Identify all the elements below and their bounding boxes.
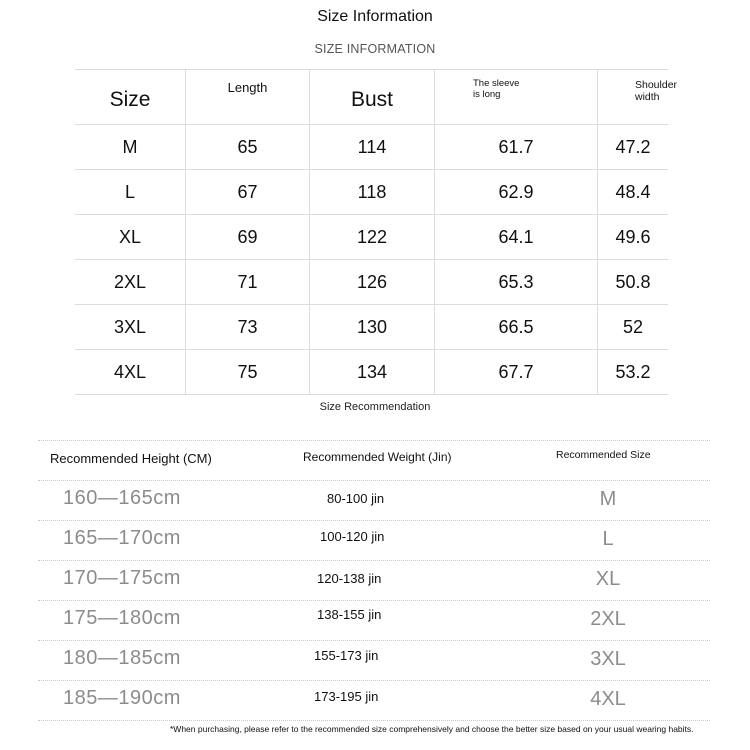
cell-size: 4XL (75, 350, 186, 395)
cell-length: 75 (186, 350, 310, 395)
size-table-header (75, 70, 668, 125)
page-title: Size Information (317, 8, 433, 25)
cell-size: L (75, 170, 186, 215)
cell-shoulder: 52 (598, 305, 669, 350)
cell-shoulder: 50.8 (598, 260, 669, 305)
cell-sleeve: 61.7 (435, 125, 598, 170)
recommendation-row (38, 640, 710, 680)
weight-range: 80-100 jin (327, 491, 385, 506)
height-range: 175—180cm (63, 607, 181, 629)
table-row (75, 305, 668, 350)
cell-sleeve: 64.1 (435, 215, 598, 260)
cell-sleeve: 67.7 (435, 350, 598, 395)
cell-length: 67 (186, 170, 310, 215)
weight-range: 100-120 jin (320, 529, 385, 544)
cell-bust: 118 (310, 170, 435, 215)
table-row (75, 350, 668, 395)
cell-length: 71 (186, 260, 310, 305)
cell-size: M (75, 125, 186, 170)
table-row (75, 215, 668, 260)
header-length: Length (186, 70, 310, 125)
recommended-size: L (602, 528, 614, 550)
recommendation-title: Size Recommendation (319, 401, 431, 413)
header-sleeve (435, 70, 598, 125)
cell-bust: 134 (310, 350, 435, 395)
cell-bust: 114 (310, 125, 435, 170)
recommendation-header (38, 440, 710, 480)
header-sleeve-line1: The sleeve (473, 78, 520, 89)
header-shoulder-line2: width (635, 91, 660, 103)
page-subtitle: SIZE INFORMATION (314, 42, 436, 56)
cell-length: 69 (186, 215, 310, 260)
height-range: 165—170cm (63, 527, 181, 549)
header-bust: Bust (310, 70, 435, 125)
cell-length: 65 (186, 125, 310, 170)
weight-range: 138-155 jin (317, 607, 382, 622)
cell-size: XL (75, 215, 186, 260)
header-size: Size (75, 70, 186, 125)
table-row (75, 260, 668, 305)
size-table (75, 69, 678, 395)
weight-range: 173-195 jin (314, 689, 379, 704)
height-range: 170—175cm (63, 567, 181, 589)
cell-bust: 130 (310, 305, 435, 350)
recommended-size: M (599, 488, 617, 510)
cell-size: 3XL (75, 305, 186, 350)
cell-shoulder: 48.4 (598, 170, 669, 215)
header-sleeve-line2: is long (473, 89, 501, 100)
recommended-size: 2XL (590, 608, 626, 630)
recommendation-row (38, 560, 710, 600)
table-row (75, 125, 668, 170)
cell-length: 73 (186, 305, 310, 350)
recommendation-row (38, 680, 710, 721)
purchase-note: *When purchasing, please refer to the recommended size comprehensively and choose the better size based on your usual wearing habits. (170, 724, 694, 734)
recommendation-table (38, 440, 710, 721)
cell-sleeve: 65.3 (435, 260, 598, 305)
cell-shoulder: 53.2 (598, 350, 669, 395)
recommended-size: XL (595, 568, 621, 590)
header-recommended-size: Recommended Size (556, 449, 651, 461)
recommendation-row (38, 480, 710, 520)
table-row (75, 170, 668, 215)
recommended-size: 3XL (590, 648, 626, 670)
cell-bust: 122 (310, 215, 435, 260)
header-weight: Recommended Weight (Jin) (303, 450, 452, 464)
height-range: 160—165cm (63, 487, 181, 509)
header-height: Recommended Height (CM) (50, 451, 212, 466)
recommendation-row (38, 520, 710, 560)
cell-size: 2XL (75, 260, 186, 305)
cell-sleeve: 62.9 (435, 170, 598, 215)
height-range: 185—190cm (63, 687, 181, 709)
cell-shoulder: 47.2 (598, 125, 669, 170)
height-range: 180—185cm (63, 647, 181, 669)
weight-range: 120-138 jin (317, 571, 382, 586)
recommended-size: 4XL (590, 688, 626, 710)
weight-range: 155-173 jin (314, 648, 379, 663)
header-shoulder (598, 70, 678, 125)
cell-sleeve: 66.5 (435, 305, 598, 350)
header-shoulder-line1: Shoulder (635, 79, 678, 91)
cell-shoulder: 49.6 (598, 215, 669, 260)
recommendation-row (38, 600, 710, 640)
cell-bust: 126 (310, 260, 435, 305)
